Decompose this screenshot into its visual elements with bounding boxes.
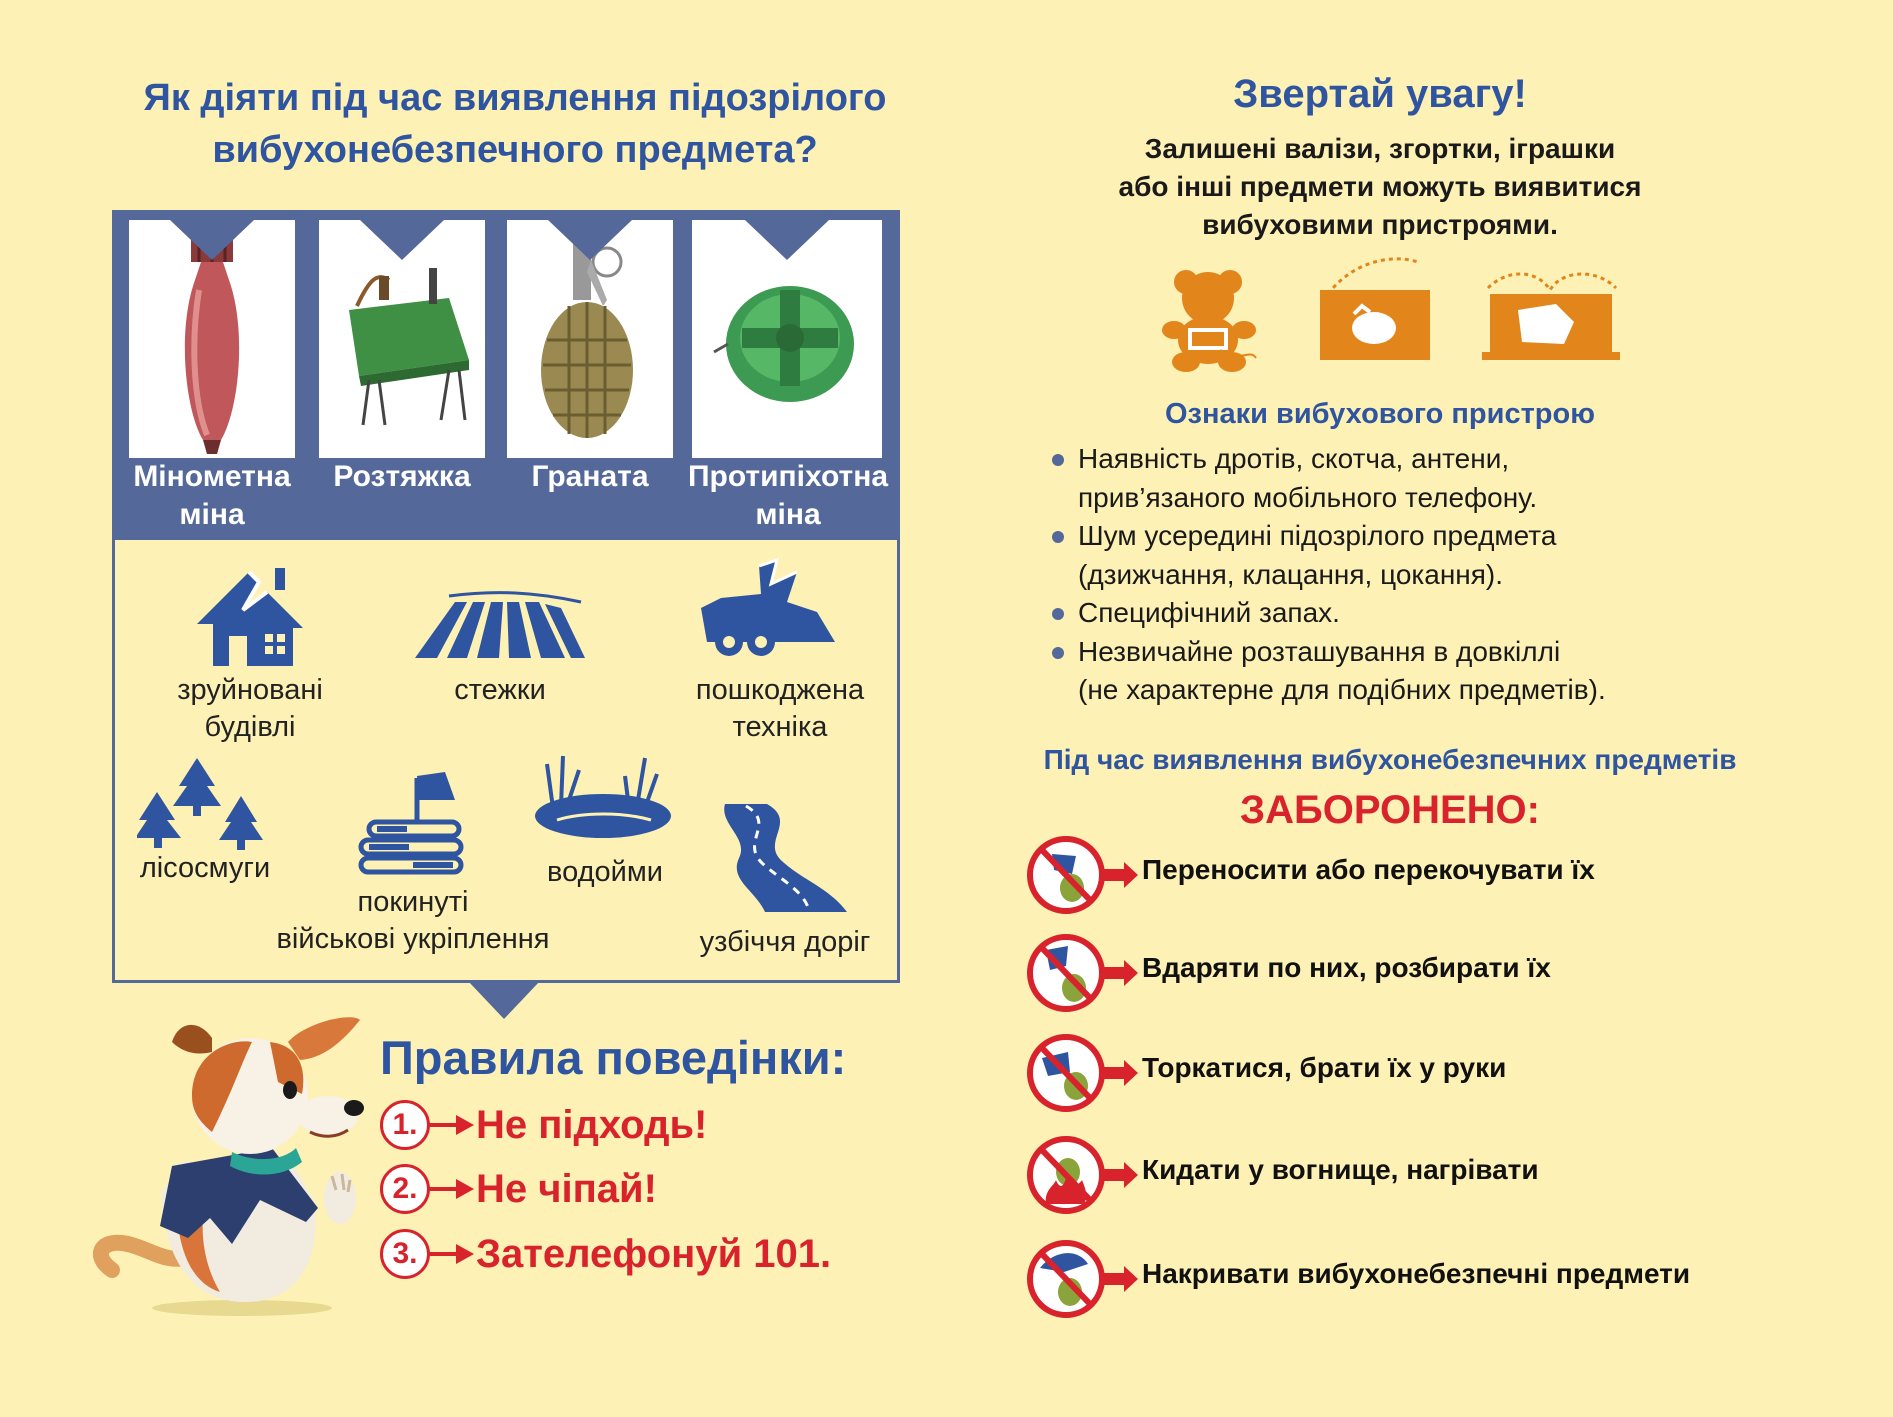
- gift-box-icon: [1478, 264, 1624, 362]
- mortar-mine-card: [129, 220, 295, 458]
- rule-number: 3.: [380, 1229, 430, 1279]
- grenade-card: [507, 220, 673, 458]
- attention-text: Залишені валізи, згортки, іграшки або інші предмети можуть виявитися вибуховими пристроями.: [1118, 133, 1642, 240]
- water-bodies-icon: [533, 750, 673, 840]
- forbidden-item-touch: [1024, 1032, 1844, 1112]
- roadsides-icon: [719, 802, 849, 914]
- prohibited-carry-icon: [1024, 834, 1138, 916]
- forbidden-item-cover: [1024, 1238, 1844, 1318]
- forbidden-item-carry: [1024, 834, 1844, 914]
- forbidden-title: ЗАБОРОНЕНО:: [1240, 788, 1540, 832]
- rule-text: Не чіпай!: [476, 1167, 657, 1211]
- rule-number: 1.: [380, 1100, 430, 1150]
- bag-with-grenade-icon: [1314, 250, 1434, 362]
- sign-item: Незвичайне розташування в довкіллі (не характерне для подібних предметів).: [1048, 633, 1768, 710]
- place-label-paths: стежки: [454, 674, 546, 706]
- paths-icon: [415, 590, 585, 660]
- ruined-building-icon: [193, 562, 321, 672]
- arrow-right-icon: [428, 1243, 474, 1265]
- rule-text: Не підходь!: [476, 1103, 708, 1147]
- rule-1: [380, 1100, 900, 1152]
- forbidden-text: Кидати у вогнище, нагрівати: [1142, 1154, 1539, 1185]
- forbidden-item-strike: [1024, 932, 1844, 1012]
- box-pointer-arrow: [468, 981, 540, 1019]
- type-label-tripwire: Розтяжка: [333, 460, 471, 493]
- arrow-right-icon: [428, 1178, 474, 1200]
- rule-number: 2.: [380, 1164, 430, 1214]
- forest-belts-icon: [137, 758, 269, 850]
- arrow-right-icon: [428, 1114, 474, 1136]
- rule-3: [380, 1229, 900, 1281]
- place-label-ruined-buildings: зруйновані будівлі: [177, 674, 323, 743]
- danger-places-box: [112, 540, 900, 983]
- prohibited-touch-icon: [1024, 1032, 1138, 1114]
- teddy-bear-icon: [1160, 268, 1260, 372]
- forbidden-text: Накривати вибухонебезпечні предмети: [1142, 1258, 1691, 1289]
- rule-2: [380, 1164, 900, 1216]
- type-label-grenade: Граната: [531, 460, 649, 493]
- forbidden-text: Торкатися, брати їх у руки: [1142, 1052, 1507, 1083]
- place-label-water-bodies: водойми: [547, 856, 663, 888]
- tripwire-card: [319, 220, 485, 458]
- title-line-2: вибухонебезпечного предмета?: [212, 129, 818, 171]
- rule-text: Зателефонуй 101.: [476, 1232, 832, 1276]
- forbidden-text: Вдаряти по них, розбирати їх: [1142, 952, 1551, 983]
- place-label-damaged-vehicle: пошкоджена техніка: [695, 674, 865, 743]
- place-label-fortifications: покинуті військові укріплення: [276, 886, 550, 955]
- signs-title: Ознаки вибухового пристрою: [1164, 398, 1595, 430]
- prohibited-strike-icon: [1024, 932, 1138, 1014]
- title-line-1: Як діяти під час виявлення підозрілого: [143, 77, 887, 119]
- rules-title: Правила поведінки:: [380, 1031, 847, 1084]
- fortifications-icon: [353, 766, 473, 880]
- forbidden-intro: Під час виявлення вибухонебезпечних предметів: [1043, 744, 1737, 775]
- signs-list: [1048, 440, 1768, 710]
- damaged-vehicle-icon: [701, 558, 839, 658]
- antipersonnel-mine-card: [692, 220, 882, 458]
- type-label-mortar-mine: Мінометна міна: [133, 460, 291, 531]
- explosive-types-panel: [112, 210, 900, 540]
- type-label-antipersonnel-mine: Протипіхотна міна: [687, 460, 889, 531]
- sign-item: Наявність дротів, скотча, антени, прив’язаного мобільного телефону.: [1048, 440, 1768, 517]
- dog-mascot-illustration: [92, 1012, 372, 1322]
- page-title: [95, 72, 935, 176]
- sign-item: Специфічний запах.: [1048, 594, 1768, 633]
- place-label-forest-belts: лісосмуги: [139, 852, 271, 884]
- prohibited-cover-icon: [1024, 1238, 1138, 1320]
- place-label-roadsides: узбіччя доріг: [699, 926, 871, 958]
- prohibited-fire-icon: [1024, 1134, 1138, 1216]
- forbidden-item-fire: [1024, 1134, 1844, 1214]
- attention-title: Звертай увагу!: [1233, 72, 1527, 116]
- sign-item: Шум усередині підозрілого предмета (дзижчання, клацання, цокання).: [1048, 517, 1768, 594]
- forbidden-text: Переносити або перекочувати їх: [1142, 854, 1595, 885]
